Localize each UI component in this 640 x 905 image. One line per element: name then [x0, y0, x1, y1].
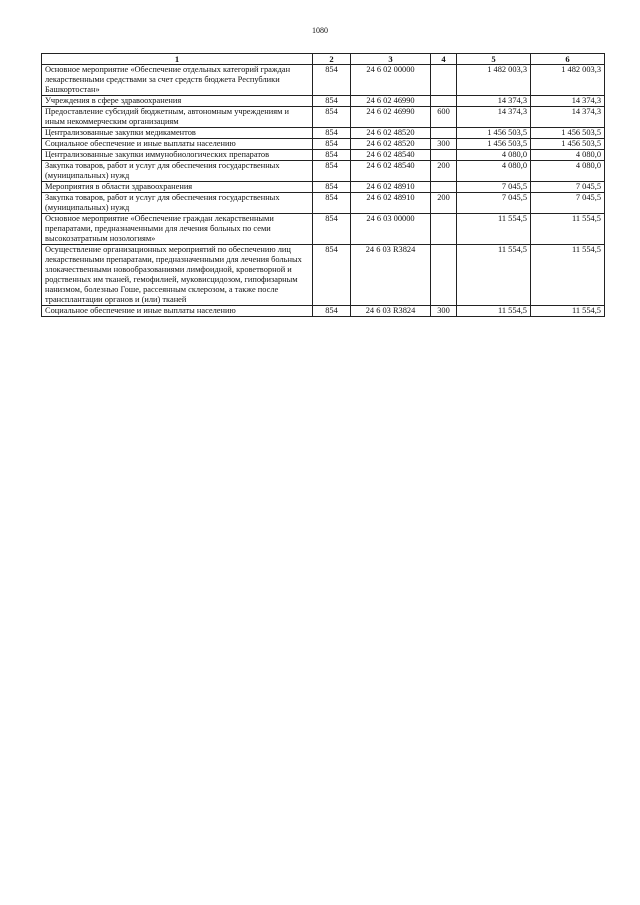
row-sum-2: 4 080,0 [531, 150, 605, 161]
row-expense-type [431, 65, 457, 96]
row-name: Социальное обеспечение и иные выплаты населению [42, 139, 313, 150]
row-sum-1: 7 045,5 [457, 193, 531, 214]
row-sum-1: 1 482 003,3 [457, 65, 531, 96]
row-ministry-code: 854 [313, 245, 351, 306]
row-sum-1: 1 456 503,5 [457, 139, 531, 150]
row-sum-2: 1 456 503,5 [531, 139, 605, 150]
row-expense-type [431, 214, 457, 245]
row-expense-type: 300 [431, 306, 457, 317]
row-target-code: 24 6 02 46990 [351, 107, 431, 128]
row-expense-type [431, 96, 457, 107]
row-sum-2: 14 374,3 [531, 107, 605, 128]
row-ministry-code: 854 [313, 193, 351, 214]
table-row [42, 193, 605, 214]
column-header: 3 [351, 54, 431, 65]
row-name: Закупка товаров, работ и услуг для обеспечения государственных (муниципальных) нужд [42, 193, 313, 214]
row-name: Закупка товаров, работ и услуг для обеспечения государственных (муниципальных) нужд [42, 161, 313, 182]
row-sum-2: 11 554,5 [531, 214, 605, 245]
row-ministry-code: 854 [313, 107, 351, 128]
column-header: 4 [431, 54, 457, 65]
row-target-code: 24 6 02 48910 [351, 182, 431, 193]
row-expense-type: 200 [431, 161, 457, 182]
row-ministry-code: 854 [313, 139, 351, 150]
row-target-code: 24 6 02 48910 [351, 193, 431, 214]
row-target-code: 24 6 02 48540 [351, 161, 431, 182]
row-target-code: 24 6 03 R3824 [351, 245, 431, 306]
row-target-code: 24 6 03 00000 [351, 214, 431, 245]
row-sum-2: 4 080,0 [531, 161, 605, 182]
row-expense-type: 300 [431, 139, 457, 150]
row-target-code: 24 6 02 48520 [351, 128, 431, 139]
row-name: Основное мероприятие «Обеспечение отдельных категорий граждан лекарственными средствами за счет средств бюджета Республики Башкортостан» [42, 65, 313, 96]
table-row [42, 128, 605, 139]
row-sum-2: 7 045,5 [531, 193, 605, 214]
row-name: Мероприятия в области здравоохранения [42, 182, 313, 193]
row-expense-type: 200 [431, 193, 457, 214]
page-number: 1080 [312, 26, 328, 35]
column-header: 1 [42, 54, 313, 65]
table-row [42, 150, 605, 161]
row-sum-2: 11 554,5 [531, 306, 605, 317]
row-ministry-code: 854 [313, 214, 351, 245]
budget-table [41, 53, 605, 317]
row-expense-type [431, 182, 457, 193]
row-target-code: 24 6 02 00000 [351, 65, 431, 96]
table-row [42, 107, 605, 128]
table-row [42, 182, 605, 193]
row-ministry-code: 854 [313, 128, 351, 139]
row-expense-type [431, 128, 457, 139]
table-row [42, 139, 605, 150]
row-ministry-code: 854 [313, 182, 351, 193]
row-sum-1: 1 456 503,5 [457, 128, 531, 139]
row-ministry-code: 854 [313, 161, 351, 182]
row-expense-type [431, 245, 457, 306]
row-sum-1: 14 374,3 [457, 107, 531, 128]
table-row [42, 214, 605, 245]
row-sum-1: 11 554,5 [457, 214, 531, 245]
row-sum-1: 4 080,0 [457, 150, 531, 161]
row-sum-2: 1 482 003,3 [531, 65, 605, 96]
row-target-code: 24 6 02 48540 [351, 150, 431, 161]
row-sum-2: 11 554,5 [531, 245, 605, 306]
row-ministry-code: 854 [313, 150, 351, 161]
row-name: Учреждения в сфере здравоохранения [42, 96, 313, 107]
row-sum-2: 7 045,5 [531, 182, 605, 193]
row-target-code: 24 6 02 46990 [351, 96, 431, 107]
row-sum-2: 14 374,3 [531, 96, 605, 107]
row-sum-1: 11 554,5 [457, 245, 531, 306]
table-row [42, 96, 605, 107]
row-expense-type: 600 [431, 107, 457, 128]
column-header: 5 [457, 54, 531, 65]
row-target-code: 24 6 02 48520 [351, 139, 431, 150]
row-name: Централизованные закупки иммунобиологических препаратов [42, 150, 313, 161]
row-sum-1: 14 374,3 [457, 96, 531, 107]
row-name: Социальное обеспечение и иные выплаты населению [42, 306, 313, 317]
column-header: 2 [313, 54, 351, 65]
row-sum-1: 4 080,0 [457, 161, 531, 182]
table-row [42, 65, 605, 96]
row-sum-1: 7 045,5 [457, 182, 531, 193]
row-name: Основное мероприятие «Обеспечение граждан лекарственными препаратами, предназначенными для лечения больных по семи высокозатратным нозологиям» [42, 214, 313, 245]
table-header-row [42, 54, 605, 65]
row-ministry-code: 854 [313, 96, 351, 107]
row-sum-2: 1 456 503,5 [531, 128, 605, 139]
column-header: 6 [531, 54, 605, 65]
row-target-code: 24 6 03 R3824 [351, 306, 431, 317]
row-name: Осуществление организационных мероприятий по обеспечению лиц лекарственными препаратами, предназначенными для лечения больных злокачественными новообразованиями лимфоидной, кроветворной и родственных им тканей, гемофилией, муковисцидозом, гипофизарным нанизмом, болезнью Гоше, рассеянным склерозом, а также после трансплантации органов и (или) тканей [42, 245, 313, 306]
row-expense-type [431, 150, 457, 161]
row-name: Централизованные закупки медикаментов [42, 128, 313, 139]
row-ministry-code: 854 [313, 306, 351, 317]
table-row [42, 306, 605, 317]
row-sum-1: 11 554,5 [457, 306, 531, 317]
row-ministry-code: 854 [313, 65, 351, 96]
table-row [42, 245, 605, 306]
table-row [42, 161, 605, 182]
row-name: Предоставление субсидий бюджетным, автономным учреждениям и иным некоммерческим организациям [42, 107, 313, 128]
